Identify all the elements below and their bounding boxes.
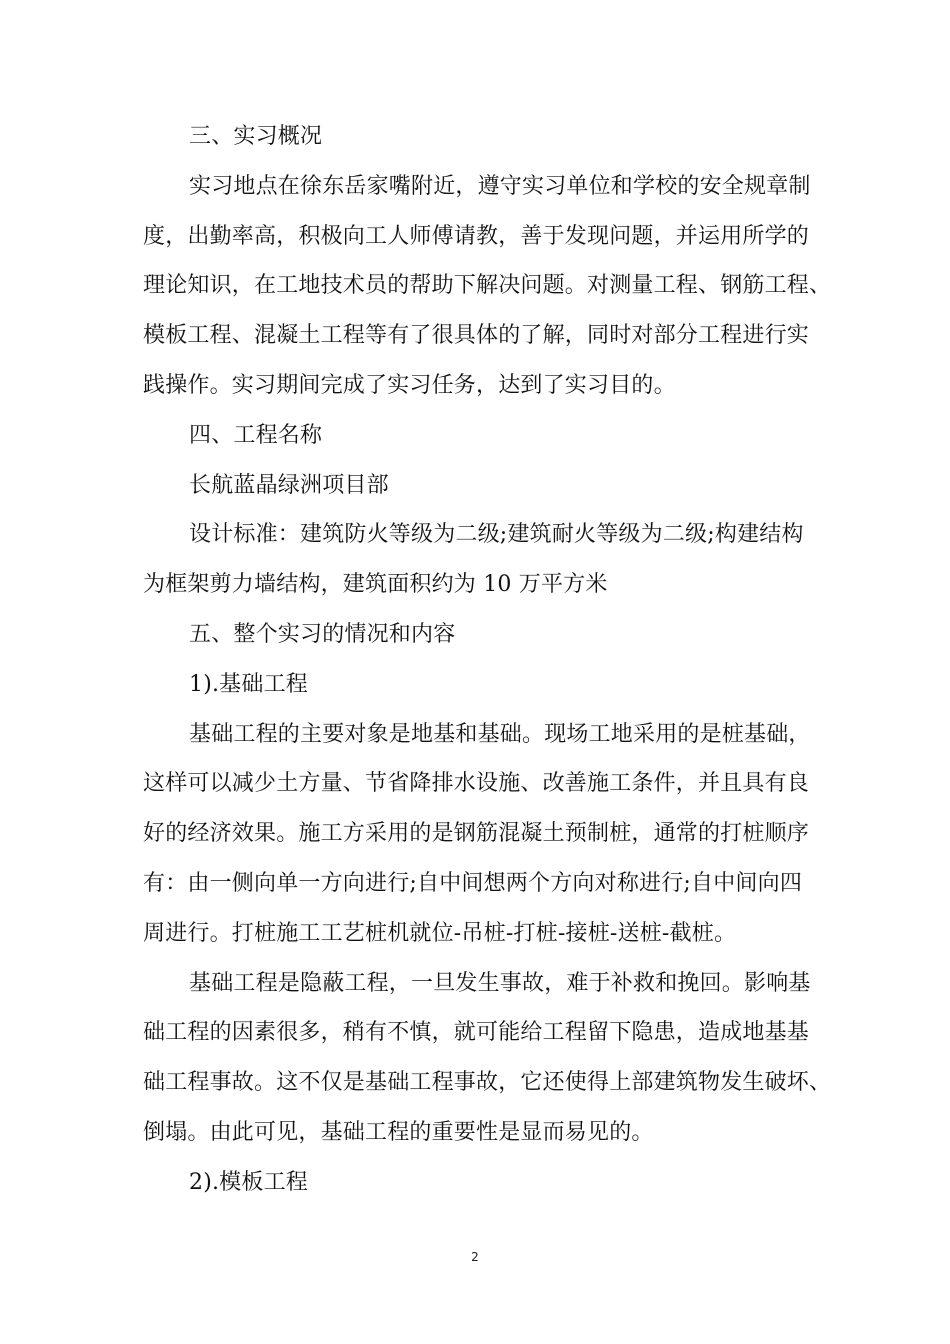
paragraph-line: 好的经济效果。施工方采用的是钢筋混凝土预制桩，通常的打桩顺序 (143, 821, 810, 847)
page-number: 2 (471, 1250, 479, 1264)
paragraph-line: 础工程事故。这不仅是基础工程事故，它还使得上部建筑物发生破坏、 (143, 1070, 832, 1096)
paragraph-line: 设计标准：建筑防火等级为二级;建筑耐火等级为二级;构建结构 (189, 522, 804, 548)
paragraph-line: 基础工程是隐蔽工程，一旦发生事故，难于补救和挽回。影响基 (189, 970, 811, 996)
paragraph-line: 度，出勤率高，积极向工人师傅请教，善于发现问题，并运用所学的 (143, 223, 810, 249)
section-heading-internship-overview: 三、实习概况 (189, 124, 323, 149)
paragraph-line: 基础工程的主要对象是地基和基础。现场工地采用的是桩基础， (189, 721, 811, 747)
paragraph-line: 实习地点在徐东岳家嘴附近，遵守实习单位和学校的安全规章制 (189, 173, 811, 199)
paragraph-line: 有：由一侧向单一方向进行;自中间想两个方向对称进行;自中间向四 (143, 870, 803, 896)
paragraph-line: 周进行。打桩施工工艺桩机就位-吊桩-打桩-接桩-送桩-截桩。 (143, 920, 737, 946)
paragraph-line: 倒塌。由此可见，基础工程的重要性是显而易见的。 (143, 1119, 654, 1145)
paragraph-line: 模板工程、混凝土工程等有了很具体的了解，同时对部分工程进行实 (143, 323, 810, 349)
paragraph-line: 为框架剪力墙结构，建筑面积约为 10 万平方米 (143, 572, 608, 598)
paragraph-line: 理论知识，在工地技术员的帮助下解决问题。对测量工程、钢筋工程、 (143, 273, 832, 299)
section-heading-internship-content: 五、整个实习的情况和内容 (189, 621, 456, 647)
paragraph-line: 践操作。实习期间完成了实习任务，达到了实习目的。 (143, 372, 676, 398)
project-name-line: 长航蓝晶绿洲项目部 (189, 472, 389, 498)
subheading-formwork: 2).模板工程 (189, 1169, 308, 1195)
subheading-foundation-works: 1).基础工程 (189, 671, 308, 697)
section-heading-project-name: 四、工程名称 (189, 422, 323, 448)
paragraph-line: 这样可以减少土方量、节省降排水设施、改善施工条件，并且具有良 (143, 771, 810, 797)
document-body (143, 112, 832, 1208)
paragraph-line: 础工程的因素很多，稍有不慎，就可能给工程留下隐患，造成地基基 (143, 1020, 810, 1046)
